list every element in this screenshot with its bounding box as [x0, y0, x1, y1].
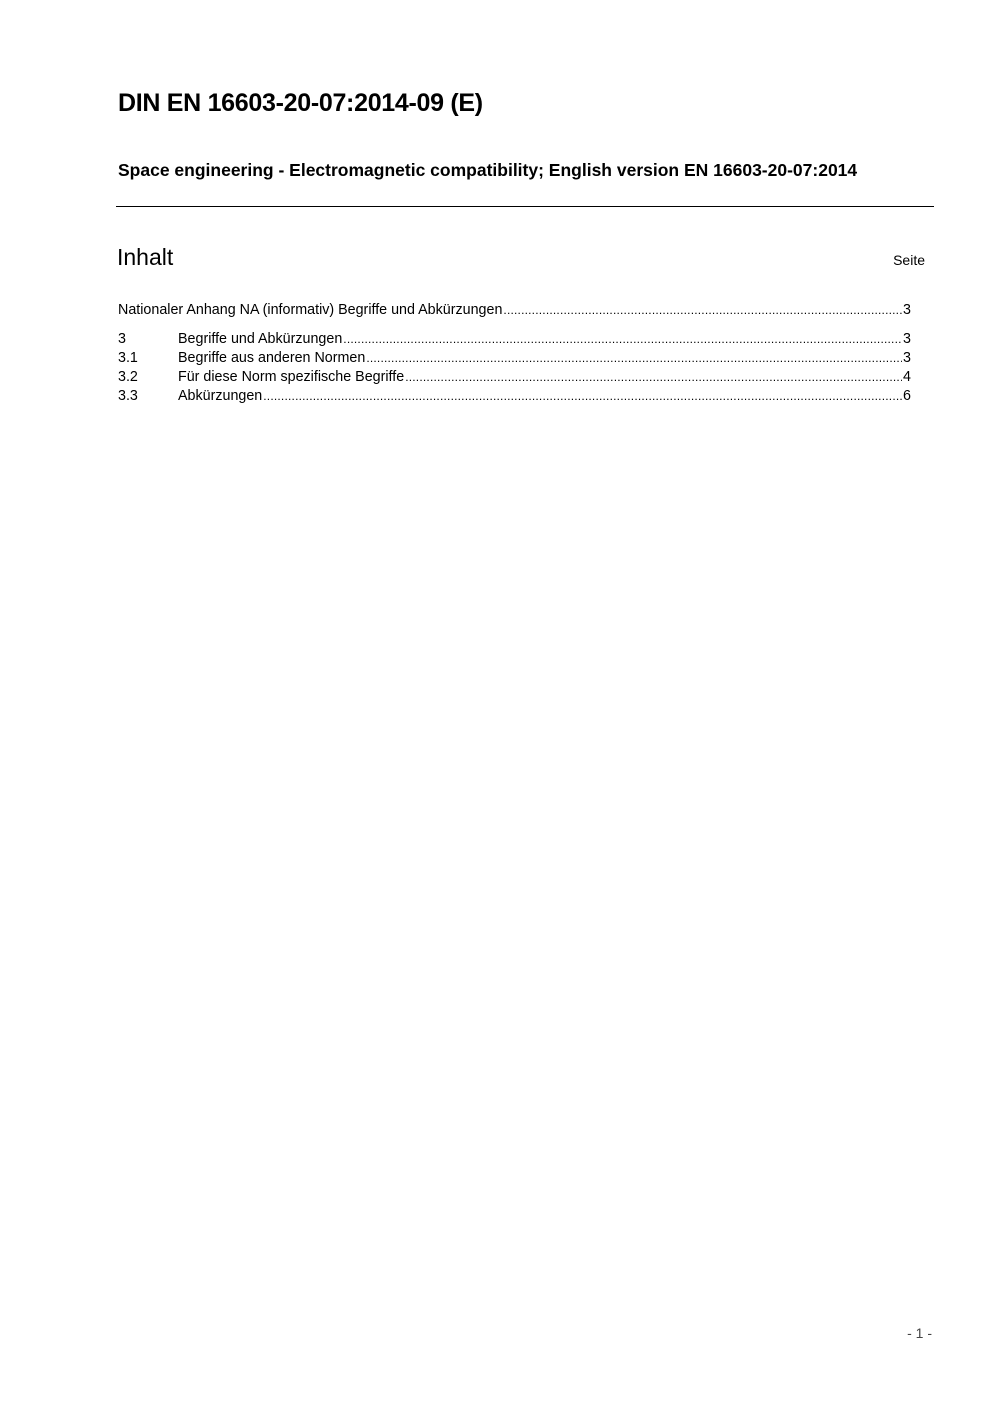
toc-heading: Inhalt [117, 244, 174, 270]
table-of-contents [118, 301, 911, 406]
document-id: DIN EN 16603-20-07:2014-09 (E) [118, 89, 483, 117]
toc-entry-title: Für diese Norm spezifische Begriffe [178, 369, 405, 385]
toc-entry-number: 3 [118, 331, 126, 347]
toc-entry-3-2[interactable] [118, 368, 911, 387]
toc-entry-number: 3.3 [118, 388, 138, 404]
toc-entry-3[interactable] [118, 330, 911, 349]
page-number: - 1 - [907, 1325, 932, 1341]
document-subtitle: Space engineering - Electromagnetic compatibility; English version EN 16603-20-07:2014 [118, 160, 858, 180]
toc-entry-page: 3 [903, 302, 911, 318]
toc-entry-title: Begriffe aus anderen Normen [178, 350, 366, 366]
toc-entry-national-annex[interactable] [118, 301, 911, 320]
toc-leader-dots [405, 368, 902, 387]
toc-entry-number: 3.2 [118, 369, 138, 385]
toc-leader-dots [366, 349, 902, 368]
toc-entry-3-3[interactable] [118, 387, 911, 406]
toc-leader-dots [503, 301, 902, 320]
toc-entry-3-1[interactable] [118, 349, 911, 368]
toc-page-column-label: Seite [893, 252, 925, 268]
toc-entry-number: 3.1 [118, 350, 138, 366]
toc-entry-page: 4 [903, 369, 911, 385]
title-divider [116, 206, 934, 207]
toc-entry-title: Abkürzungen [178, 388, 263, 404]
toc-entry-page: 6 [903, 388, 911, 404]
toc-leader-dots [343, 330, 902, 349]
toc-entry-title: Begriffe und Abkürzungen [178, 331, 343, 347]
toc-entry-page: 3 [903, 331, 911, 347]
toc-leader-dots [263, 387, 902, 406]
toc-entry-page: 3 [903, 350, 911, 366]
toc-entry-title: Nationaler Anhang NA (informativ) Begriffe und Abkürzungen [118, 302, 503, 318]
